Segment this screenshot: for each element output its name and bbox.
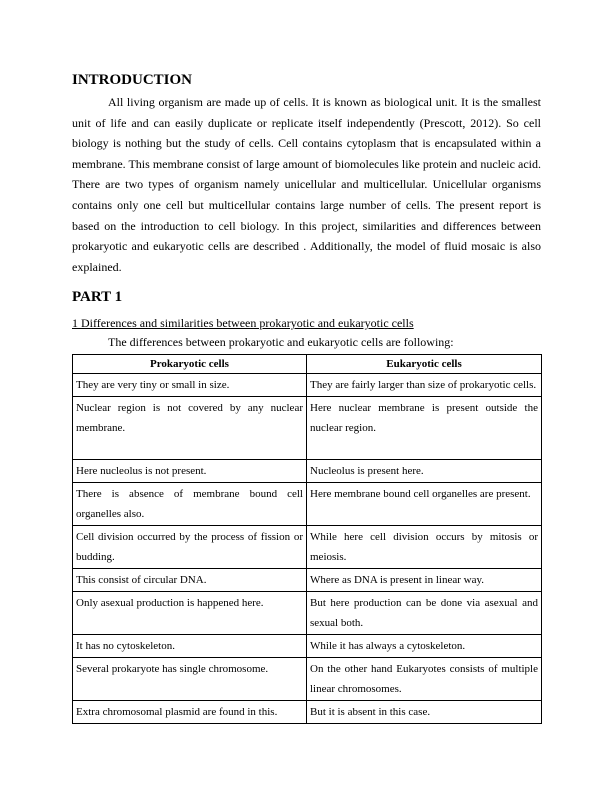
part1-heading: PART 1 <box>72 289 123 306</box>
document-page <box>72 70 541 724</box>
eukaryotic-cell: They are fairly larger than size of prokaryotic cells. <box>307 374 542 397</box>
eukaryotic-cell: Where as DNA is present in linear way. <box>307 569 542 592</box>
table-lead-sentence: The differences between prokaryotic and eukaryotic cells are following: <box>108 335 454 350</box>
prokaryotic-cell: They are very tiny or small in size. <box>73 374 307 397</box>
table-row <box>73 374 542 397</box>
eukaryotic-cell: Here nuclear membrane is present outside the nuclear region. <box>307 397 542 460</box>
eukaryotic-cell: While here cell division occurs by mitosis or meiosis. <box>307 526 542 569</box>
table-row <box>73 592 542 635</box>
introduction-heading: INTRODUCTION <box>72 72 193 88</box>
eukaryotic-cell: While it has always a cytoskeleton. <box>307 635 542 658</box>
comparison-table <box>72 354 542 724</box>
header-eukaryotic: Eukaryotic cells <box>307 355 542 374</box>
prokaryotic-cell: Only asexual production is happened here. <box>73 592 307 635</box>
eukaryotic-cell: But here production can be done via asexual and sexual both. <box>307 592 542 635</box>
prokaryotic-cell: Nuclear region is not covered by any nuclear membrane. <box>73 397 307 460</box>
prokaryotic-cell: Here nucleolus is not present. <box>73 460 307 483</box>
table-row <box>73 526 542 569</box>
eukaryotic-cell: Here membrane bound cell organelles are present. <box>307 483 542 526</box>
eukaryotic-cell: Nucleolus is present here. <box>307 460 542 483</box>
table-row <box>73 397 542 460</box>
prokaryotic-cell: Several prokaryote has single chromosome. <box>73 658 307 701</box>
table-header-row <box>73 355 542 374</box>
prokaryotic-cell: It has no cytoskeleton. <box>73 635 307 658</box>
header-prokaryotic: Prokaryotic cells <box>73 355 307 374</box>
table-row <box>73 658 542 701</box>
part1-subheading: 1 Differences and similarities between prokaryotic and eukaryotic cells <box>72 316 414 331</box>
prokaryotic-cell: Extra chromosomal plasmid are found in this. <box>73 701 307 724</box>
prokaryotic-cell: There is absence of membrane bound cell organelles also. <box>73 483 307 526</box>
introduction-paragraph: All living organism are made up of cells. It is known as biological unit. It is the smallest unit of life and can easily duplicate or replicate itself independently (Prescott, 2012). So cell biology is nothing but the study of cells. Cell contains cytoplasm that is encapsulated within a membrane. This membrane consist of large amount of biomolecules like protein and nucleic acid. There are two types of organism namely unicellular and multicellular. Unicellular organisms contains only one cell but multicellular contains large number of cells. The present report is based on the introduction to cell biology. In this project, similarities and differences between prokaryotic and eukaryotic cells are described . Additionally, the model of fluid mosaic is also explained. <box>72 95 541 274</box>
eukaryotic-cell: On the other hand Eukaryotes consists of multiple linear chromosomes. <box>307 658 542 701</box>
table-row <box>73 701 542 724</box>
prokaryotic-cell: Cell division occurred by the process of fission or budding. <box>73 526 307 569</box>
table-row <box>73 483 542 526</box>
table-row <box>73 460 542 483</box>
table-row <box>73 635 542 658</box>
table-row <box>73 569 542 592</box>
eukaryotic-cell: But it is absent in this case. <box>307 701 542 724</box>
prokaryotic-cell: This consist of circular DNA. <box>73 569 307 592</box>
